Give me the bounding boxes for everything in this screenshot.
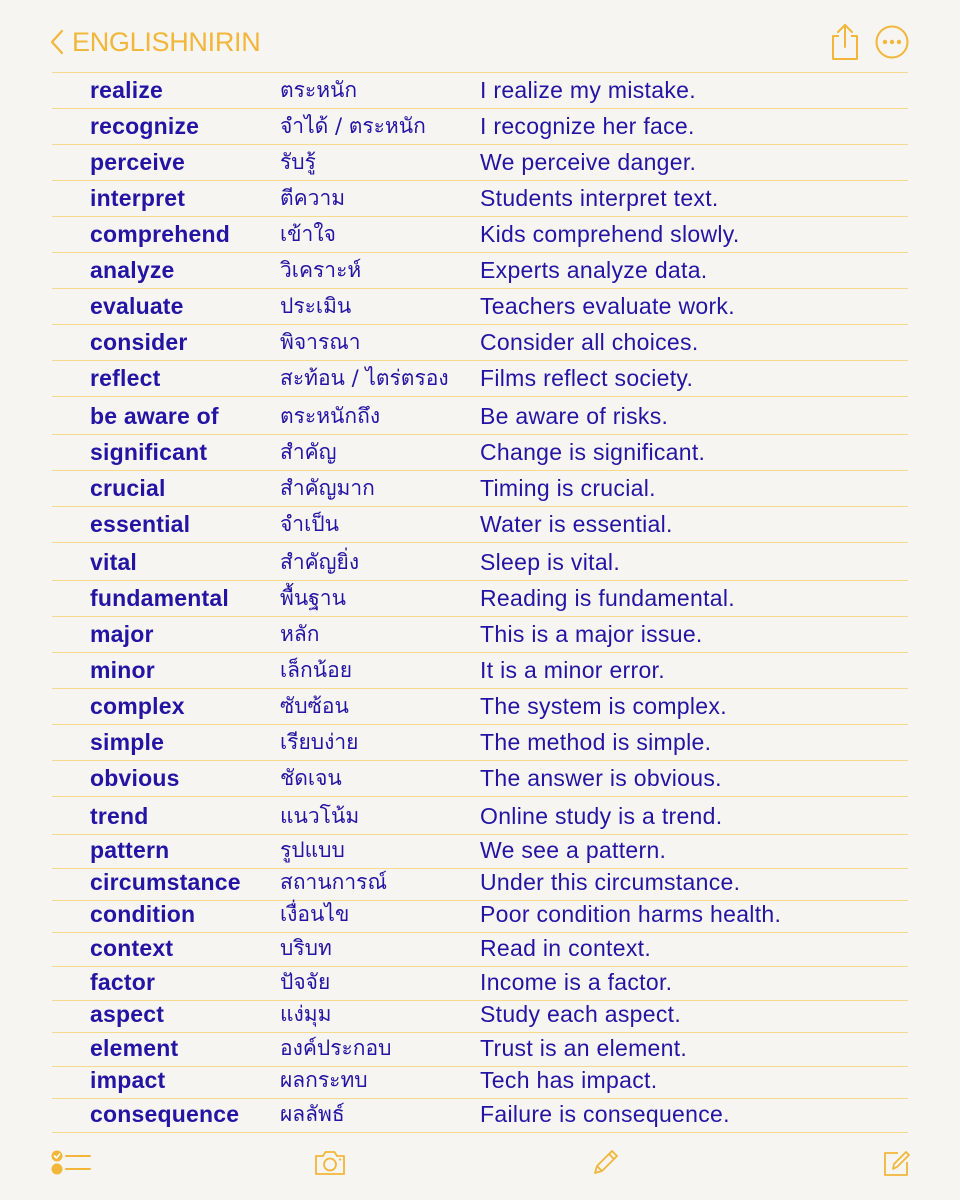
thai-meaning: ผลลัพธ์ [280,1102,345,1126]
vocab-row [52,470,908,506]
thai-meaning: เงื่อนไข [280,902,350,926]
more-button[interactable] [874,24,910,60]
vocab-row [52,868,908,900]
vocab-word: minor [90,657,155,683]
thai-meaning: เล็กน้อย [280,658,353,682]
thai-meaning: รับรู้ [280,150,316,174]
vocab-row [52,616,908,652]
example-sentence: Kids comprehend slowly. [480,221,740,247]
example-sentence: We see a pattern. [480,837,667,863]
bottom-toolbar [0,1136,960,1200]
vocab-word: perceive [90,149,185,175]
thai-meaning: สะท้อน / ไตร่ตรอง [280,366,449,390]
thai-meaning: สำคัญ [280,440,337,464]
markup-button[interactable] [588,1142,622,1182]
thai-meaning: รูปแบบ [280,838,345,862]
thai-meaning: บริบท [280,936,332,960]
vocab-word: simple [90,729,165,755]
example-sentence: I realize my mistake. [480,77,696,103]
vocab-word: obvious [90,765,180,791]
thai-meaning: สำคัญมาก [280,476,375,500]
vocab-word: factor [90,969,156,995]
example-sentence: Tech has impact. [480,1067,658,1093]
example-sentence: Reading is fundamental. [480,585,735,611]
vocab-row [52,724,908,760]
example-sentence: We perceive danger. [480,149,697,175]
vocab-row [52,360,908,396]
vocab-word: complex [90,693,185,719]
vocab-word: impact [90,1067,166,1093]
note-body[interactable] [52,72,908,1132]
vocab-word: recognize [90,113,200,139]
example-sentence: Films reflect society. [480,365,694,391]
vocab-word: realize [90,77,164,103]
vocab-row [52,796,908,834]
example-sentence: Income is a factor. [480,969,673,995]
example-sentence: Under this circumstance. [480,869,741,895]
vocab-word: interpret [90,185,186,211]
vocab-row [52,1066,908,1098]
back-label: ENGLISHNIRIN [72,26,261,57]
camera-button[interactable] [312,1142,348,1182]
thai-meaning: องค์ประกอบ [280,1036,392,1060]
vocab-word: consider [90,329,188,355]
thai-meaning: ประเมิน [280,294,352,318]
thai-meaning: ตระหนัก [280,78,358,102]
vocab-row [52,542,908,580]
chevron-left-icon [50,29,64,55]
thai-meaning: พื้นฐาน [280,586,346,610]
thai-meaning: ซับซ้อน [280,694,349,718]
example-sentence: Teachers evaluate work. [480,293,735,319]
vocab-word: analyze [90,257,175,283]
example-sentence: Water is essential. [480,511,673,537]
vocab-word: pattern [90,837,170,863]
vocab-word: essential [90,511,191,537]
thai-meaning: ตระหนักถึง [280,404,381,428]
example-sentence: Trust is an element. [480,1035,688,1061]
vocab-word: comprehend [90,221,231,247]
vocab-word: element [90,1035,179,1061]
camera-icon [312,1142,348,1182]
vocab-row [52,760,908,796]
vocab-row [52,288,908,324]
thai-meaning: สถานการณ์ [280,870,387,894]
vocab-word: trend [90,803,149,829]
thai-meaning: ปัจจัย [280,970,331,994]
vocab-word: consequence [90,1101,240,1127]
thai-meaning: เข้าใจ [280,222,336,246]
example-sentence: Experts analyze data. [480,257,708,283]
vocab-word: major [90,621,154,647]
vocab-row [52,180,908,216]
more-icon [874,24,910,60]
example-sentence: Students interpret text. [480,185,719,211]
vocab-row [52,434,908,470]
example-sentence: I recognize her face. [480,113,695,139]
example-sentence: Consider all choices. [480,329,699,355]
thai-meaning: แง่มุม [280,1002,332,1026]
thai-meaning: ตีความ [280,186,346,210]
vocab-row [52,834,908,868]
vocab-word: vital [90,549,138,575]
example-sentence: Failure is consequence. [480,1101,730,1127]
example-sentence: The method is simple. [480,729,712,755]
vocab-row [52,252,908,288]
example-sentence: It is a minor error. [480,657,665,683]
vocab-word: circumstance [90,869,241,895]
vocab-row [52,216,908,252]
vocab-word: be aware of [90,403,219,429]
vocab-row [52,324,908,360]
example-sentence: Read in context. [480,935,652,961]
vocab-row [52,1000,908,1032]
vocab-row [52,966,908,1000]
checklist-icon [50,1142,94,1182]
navigation-bar [0,0,960,72]
example-sentence: Change is significant. [480,439,706,465]
thai-meaning: สำคัญยิ่ง [280,550,360,574]
example-sentence: Sleep is vital. [480,549,621,575]
vocab-row [52,108,908,144]
share-icon [828,22,862,62]
thai-meaning: จำเป็น [280,512,339,536]
share-button[interactable] [828,22,862,62]
pencil-icon [588,1142,622,1182]
vocab-word: evaluate [90,293,184,319]
vocab-word: significant [90,439,208,465]
vocab-word: aspect [90,1001,165,1027]
compose-icon [878,1142,912,1182]
thai-meaning: เรียบง่าย [280,730,359,754]
vocab-row [52,580,908,616]
thai-meaning: วิเคราะห์ [280,258,362,282]
back-button[interactable] [50,24,260,60]
example-sentence: Timing is crucial. [480,475,656,501]
compose-button[interactable] [878,1142,912,1182]
example-sentence: The system is complex. [480,693,727,719]
vocab-word: crucial [90,475,166,501]
example-sentence: Poor condition harms health. [480,901,782,927]
vocab-row [52,396,908,434]
thai-meaning: พิจารณา [280,330,361,354]
vocab-row [52,72,908,108]
thai-meaning: ผลกระทบ [280,1068,368,1092]
vocab-row [52,1098,908,1132]
vocab-word: fundamental [90,585,229,611]
example-sentence: Online study is a trend. [480,803,723,829]
vocab-word: reflect [90,365,161,391]
ruled-line [52,1132,908,1133]
vocab-row [52,144,908,180]
thai-meaning: ชัดเจน [280,766,342,790]
vocab-row [52,900,908,932]
thai-meaning: จำได้ / ตระหนัก [280,114,426,138]
vocab-word: context [90,935,174,961]
vocab-row [52,506,908,542]
example-sentence: Be aware of risks. [480,403,669,429]
thai-meaning: แนวโน้ม [280,804,360,828]
example-sentence: This is a major issue. [480,621,703,647]
example-sentence: Study each aspect. [480,1001,682,1027]
vocab-word: condition [90,901,196,927]
example-sentence: The answer is obvious. [480,765,722,791]
vocab-row [52,932,908,966]
vocab-row [52,688,908,724]
vocab-row [52,652,908,688]
checklist-button[interactable] [50,1142,94,1182]
thai-meaning: หลัก [280,622,320,646]
vocab-row [52,1032,908,1066]
